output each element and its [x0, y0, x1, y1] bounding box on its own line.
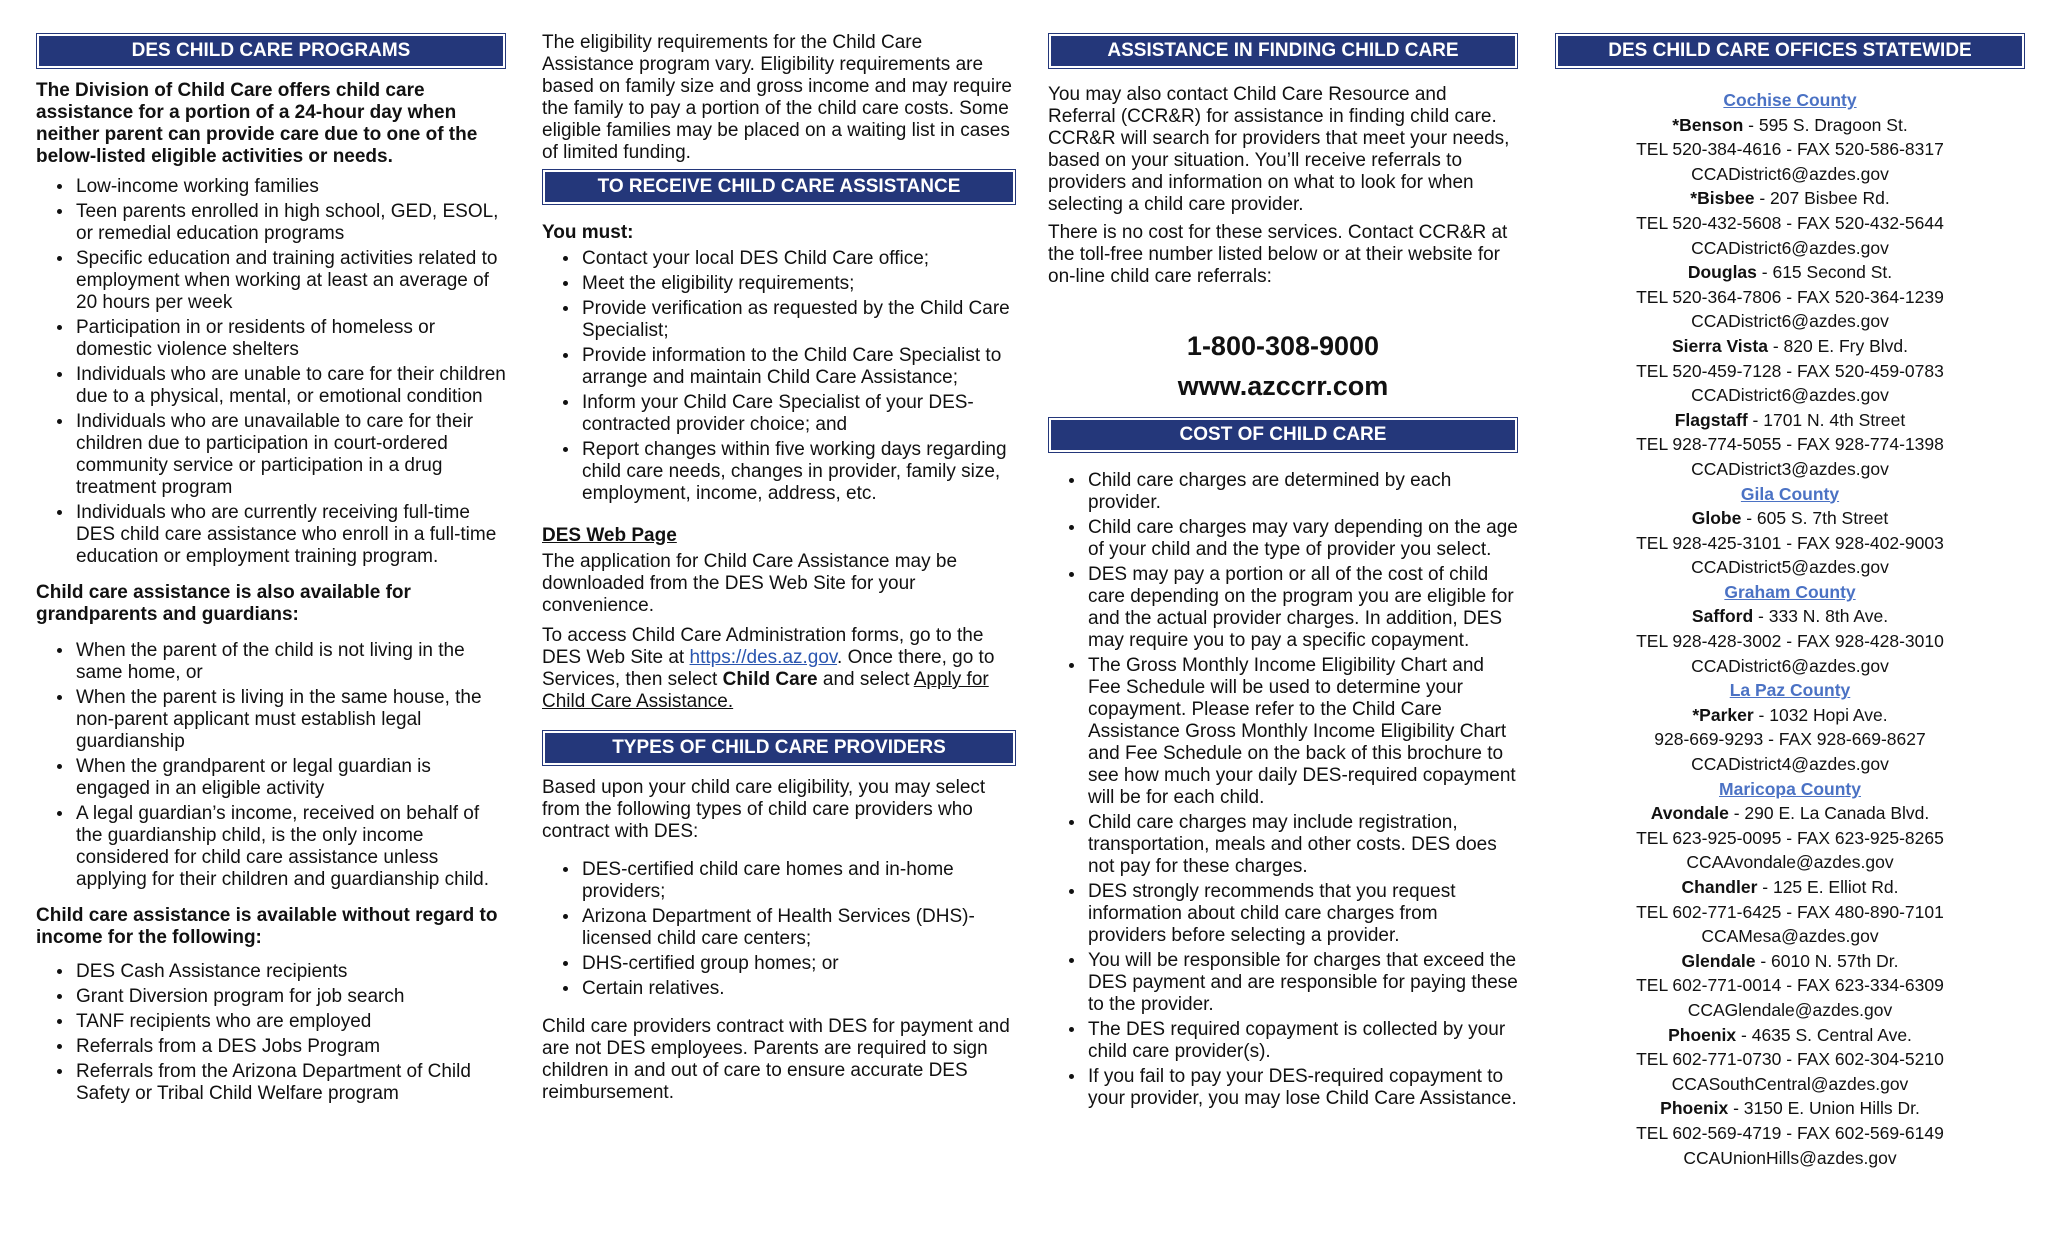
office-phone-fax: TEL 602-771-6425 - FAX 480-890-7101: [1636, 901, 1944, 922]
office-phone-fax: TEL 928-428-3002 - FAX 928-428-3010: [1636, 631, 1944, 652]
office-email[interactable]: CCADistrict4@azdes.gov: [1691, 754, 1889, 775]
office-street: - 4635 S. Central Ave.: [1736, 1024, 1912, 1045]
office-address: [1555, 260, 2025, 285]
list-item: • DES-certified child care homes and in-home providers;: [580, 859, 1016, 903]
office-phone-fax: 928-669-9293 - FAX 928-669-8627: [1654, 729, 1926, 750]
list-item: • The DES required copayment is collected by your child care provider(s).: [1086, 1019, 1518, 1063]
office-phone-fax: TEL 602-771-0014 - FAX 623-334-6309: [1636, 975, 1944, 996]
section-header-finding: ASSISTANCE IN FINDING CHILD CARE: [1051, 36, 1515, 66]
office-address: [1555, 1096, 2025, 1121]
office-city: Chandler: [1681, 877, 1758, 897]
office-phone-fax: TEL 928-774-5055 - FAX 928-774-1398: [1636, 434, 1944, 455]
office-email[interactable]: CCADistrict6@azdes.gov: [1691, 311, 1889, 332]
office-email[interactable]: CCAUnionHills@azdes.gov: [1683, 1147, 1897, 1168]
programs-intro: The Division of Child Care offers child care assistance for a portion of a 24-hour day when neither parent can provide care due to one of the below-listed eligible activities or needs.: [36, 80, 478, 167]
office-address: [1555, 949, 2025, 974]
office-city: *Benson: [1672, 114, 1744, 135]
list-item: • Arizona Department of Health Services (DHS)-licensed child care centers;: [580, 906, 1016, 950]
list-item: • If you fail to pay your DES-required copayment to your provider, you may lose Child Care Assistance.: [1086, 1066, 1518, 1110]
list-item: • Low-income working families: [74, 176, 506, 198]
list-item: • When the parent of the child is not living in the same home, or: [74, 640, 506, 684]
office-street: - 595 S. Dragoon St.: [1743, 114, 1908, 135]
activities-list: [36, 176, 506, 568]
types-intro: Based upon your child care eligibility, you may select from the following types of child care providers who contract with DES:: [542, 777, 986, 842]
office-phone-fax: TEL 520-432-5608 - FAX 520-432-5644: [1636, 212, 1944, 233]
list-item: • Individuals who are unable to care for their children due to a physical, mental, or emotional condition: [74, 364, 506, 408]
web-page-heading: DES Web Page: [542, 525, 677, 546]
section-header-types: TYPES OF CHILD CARE PROVIDERS: [545, 733, 1013, 763]
ccrr-website[interactable]: www.azccrr.com: [1177, 371, 1389, 401]
list-item: • Provide verification as requested by the Child Care Specialist;: [580, 298, 1016, 342]
office-city: Glendale: [1681, 950, 1756, 971]
eligibility-intro: The eligibility requirements for the Child Care Assistance program vary. Eligibility requirements are based on family size and gross income and may require the family to pay a portion of the child care costs. Some eligible families may be placed on a waiting list in cases of limited funding.: [542, 32, 1012, 163]
county-link[interactable]: Maricopa County: [1719, 778, 1861, 799]
column-programs: [36, 30, 506, 1113]
list-item: • Provide information to the Child Care Specialist to arrange and maintain Child Care Assistance;: [580, 345, 1016, 389]
grandparents-heading: Child care assistance is also available for grandparents and guardians:: [36, 582, 411, 625]
access-text-c: and select: [817, 669, 914, 690]
finding-text-2: There is no cost for these services. Contact CCR&R at the toll-free number listed below or at their website for on-line child care referrals:: [1048, 222, 1508, 287]
office-email[interactable]: CCADistrict5@azdes.gov: [1691, 557, 1889, 578]
list-item: • Specific education and training activities related to employment when working at least an average of 20 hours per week: [74, 248, 506, 314]
office-email[interactable]: CCADistrict6@azdes.gov: [1691, 163, 1889, 184]
county-link[interactable]: Cochise County: [1723, 90, 1857, 110]
office-phone-fax: TEL 520-364-7806 - FAX 520-364-1239: [1636, 286, 1944, 307]
section-header-cost: COST OF CHILD CARE: [1051, 420, 1515, 450]
office-email[interactable]: CCAAvondale@azdes.gov: [1686, 852, 1894, 873]
office-email[interactable]: CCADistrict6@azdes.gov: [1691, 385, 1889, 406]
office-street: - 820 E. Fry Blvd.: [1767, 335, 1909, 356]
list-item: • DES Cash Assistance recipients: [74, 961, 506, 983]
county-link[interactable]: Graham County: [1724, 581, 1856, 602]
list-item: • Participation in or residents of homeless or domestic violence shelters: [74, 317, 506, 361]
cost-list: [1048, 470, 1518, 1110]
list-item: • Referrals from a DES Jobs Program: [74, 1036, 506, 1058]
list-item: • Certain relatives.: [580, 978, 1016, 1000]
office-email[interactable]: CCADistrict3@azdes.gov: [1691, 458, 1889, 479]
office-email[interactable]: CCASouthCentral@azdes.gov: [1671, 1073, 1909, 1094]
office-address: [1555, 604, 2025, 629]
section-header-programs: DES CHILD CARE PROGRAMS: [39, 36, 503, 66]
office-address: [1555, 334, 2025, 359]
list-item: • Inform your Child Care Specialist of your DES-contracted provider choice; and: [580, 392, 1016, 436]
no-income-heading: Child care assistance is available without regard to income for the following:: [36, 905, 498, 948]
office-city: *Parker: [1692, 704, 1754, 725]
county-link[interactable]: Gila County: [1740, 483, 1840, 504]
office-address: [1555, 186, 2025, 211]
list-item: • A legal guardian’s income, received on behalf of the guardianship child, is the only income considered for child care assistance unless applying for their children and guardianship child.: [74, 803, 506, 891]
office-email[interactable]: CCAGlendale@azdes.gov: [1687, 999, 1893, 1020]
no-income-list: [36, 961, 506, 1105]
office-street: - 290 E. La Canada Blvd.: [1728, 803, 1930, 824]
office-city: Phoenix: [1668, 1024, 1737, 1045]
county-link[interactable]: La Paz County: [1729, 680, 1851, 701]
access-forms-text: [542, 625, 1016, 713]
office-street: - 333 N. 8th Ave.: [1753, 606, 1889, 627]
office-city: *Bisbee: [1690, 188, 1755, 209]
office-address: [1555, 113, 2025, 138]
grandparents-list: [36, 640, 506, 891]
section-header-receive: TO RECEIVE CHILD CARE ASSISTANCE: [545, 172, 1013, 202]
column-eligibility: [542, 32, 1016, 1112]
list-item: • When the parent is living in the same house, the non-parent applicant must establish legal guardianship: [74, 687, 506, 753]
office-city: Douglas: [1687, 262, 1757, 283]
office-city: Safford: [1691, 606, 1754, 627]
access-text-child-care: Child Care: [722, 669, 818, 690]
access-text-a: To access Child Care Administration forms, go to the DES Web Site at: [542, 625, 984, 668]
list-item: • DHS-certified group homes; or: [580, 953, 1016, 975]
list-item: • Contact your local DES Child Care office;: [580, 248, 1016, 270]
requirements-list: [542, 248, 1016, 505]
office-address: [1555, 1023, 2025, 1048]
finding-text-1: You may also contact Child Care Resource and Referral (CCR&R) for assistance in finding child care. CCR&R will search for providers that meet your needs, based on your situation. You’ll receive referrals to providers and information on what to look for when selecting a child care provider.: [1048, 84, 1510, 215]
list-item: • Meet the eligibility requirements;: [580, 273, 1016, 295]
list-item: • The Gross Monthly Income Eligibility Chart and Fee Schedule will be used to determine your copayment. Please refer to the Child Care Assistance Gross Monthly Income Eligibility Chart and Fee Schedule on the back of this brochure to see how much your daily DES-required copayment will be for each child.: [1086, 655, 1518, 809]
office-street: - 207 Bisbee Rd.: [1754, 188, 1890, 209]
office-city: Avondale: [1650, 803, 1729, 824]
you-must-label: You must:: [542, 222, 634, 243]
column-assistance: [1048, 30, 1518, 1118]
office-email[interactable]: CCADistrict6@azdes.gov: [1691, 655, 1889, 676]
list-item: • Child care charges may vary depending on the age of your child and the type of provider you select.: [1086, 517, 1518, 561]
list-item: • DES may pay a portion or all of the cost of child care depending on the program you are eligible for and the actual provider charges. In addition, DES may require you to pay a specific copayment.: [1086, 564, 1518, 652]
office-phone-fax: TEL 602-771-0730 - FAX 602-304-5210: [1636, 1049, 1944, 1070]
list-item: • When the grandparent or legal guardian is engaged in an eligible activity: [74, 756, 506, 800]
office-address: [1555, 703, 2025, 728]
office-street: - 6010 N. 57th Dr.: [1755, 950, 1899, 971]
office-phone-fax: TEL 520-459-7128 - FAX 520-459-0783: [1636, 360, 1944, 381]
office-city: Sierra Vista: [1671, 335, 1768, 356]
office-email[interactable]: CCAMesa@azdes.gov: [1701, 926, 1879, 947]
office-phone-fax: TEL 928-425-3101 - FAX 928-402-9003: [1636, 532, 1944, 553]
office-street: - 125 E. Elliot Rd.: [1757, 877, 1899, 897]
office-street: - 615 Second St.: [1756, 262, 1893, 283]
office-street: - 1701 N. 4th Street: [1747, 409, 1906, 430]
list-item: • Referrals from the Arizona Department of Child Safety or Tribal Child Welfare program: [74, 1061, 506, 1105]
office-phone-fax: TEL 520-384-4616 - FAX 520-586-8317: [1636, 139, 1944, 160]
list-item: • Individuals who are currently receiving full-time DES child care assistance who enroll in a full-time education or employment training program.: [74, 502, 506, 568]
apply-link[interactable]: Apply for Child Care Assistance.: [542, 669, 989, 712]
types-outro: Child care providers contract with DES for payment and are not DES employees. Parents are required to sign children in and out of care to ensure accurate DES reimbursement.: [542, 1016, 1010, 1103]
offices-directory: [1555, 88, 2025, 1170]
office-street: - 1032 Hopi Ave.: [1753, 704, 1888, 725]
list-item: • Child care charges are determined by each provider.: [1086, 470, 1518, 514]
office-address: [1555, 506, 2025, 531]
list-item: • Teen parents enrolled in high school, GED, ESOL, or remedial education programs: [74, 201, 506, 245]
office-address: [1555, 801, 2025, 826]
list-item: • Child care charges may include registration, transportation, meals and other costs. DES does not pay for these charges.: [1086, 812, 1518, 878]
column-offices: [1555, 30, 2025, 1170]
office-city: Globe: [1691, 508, 1742, 529]
list-item: • DES strongly recommends that you request information about child care charges from providers before selecting a provider.: [1086, 881, 1518, 947]
list-item: • You will be responsible for charges that exceed the DES payment and are responsible for paying these to the provider.: [1086, 950, 1518, 1016]
web-page-text: The application for Child Care Assistance may be downloaded from the DES Web Site for your convenience.: [542, 551, 958, 616]
office-city: Phoenix: [1660, 1098, 1729, 1119]
office-street: - 3150 E. Union Hills Dr.: [1728, 1098, 1920, 1119]
list-item: • TANF recipients who are employed: [74, 1011, 506, 1033]
provider-types-list: [542, 859, 1016, 1000]
office-city: Flagstaff: [1674, 409, 1748, 430]
office-address: [1555, 408, 2025, 433]
office-phone-fax: TEL 623-925-0095 - FAX 623-925-8265: [1636, 827, 1944, 848]
des-website-link[interactable]: https://des.az.gov: [689, 647, 838, 668]
access-text-b: . Once there, go to Services, then select: [542, 647, 995, 690]
office-street: - 605 S. 7th Street: [1741, 508, 1889, 529]
section-header-offices: DES CHILD CARE OFFICES STATEWIDE: [1558, 36, 2022, 66]
office-phone-fax: TEL 602-569-4719 - FAX 602-569-6149: [1636, 1122, 1944, 1143]
list-item: • Report changes within five working days regarding child care needs, changes in provider, family size, employment, income, address, etc.: [580, 439, 1016, 505]
office-email[interactable]: CCADistrict6@azdes.gov: [1691, 237, 1889, 258]
list-item: • Individuals who are unavailable to care for their children due to participation in court-ordered community service or participation in a drug treatment program: [74, 411, 506, 499]
list-item: • Grant Diversion program for job search: [74, 986, 506, 1008]
office-address: [1555, 875, 2025, 900]
ccrr-phone: 1-800-308-9000: [1186, 331, 1380, 361]
